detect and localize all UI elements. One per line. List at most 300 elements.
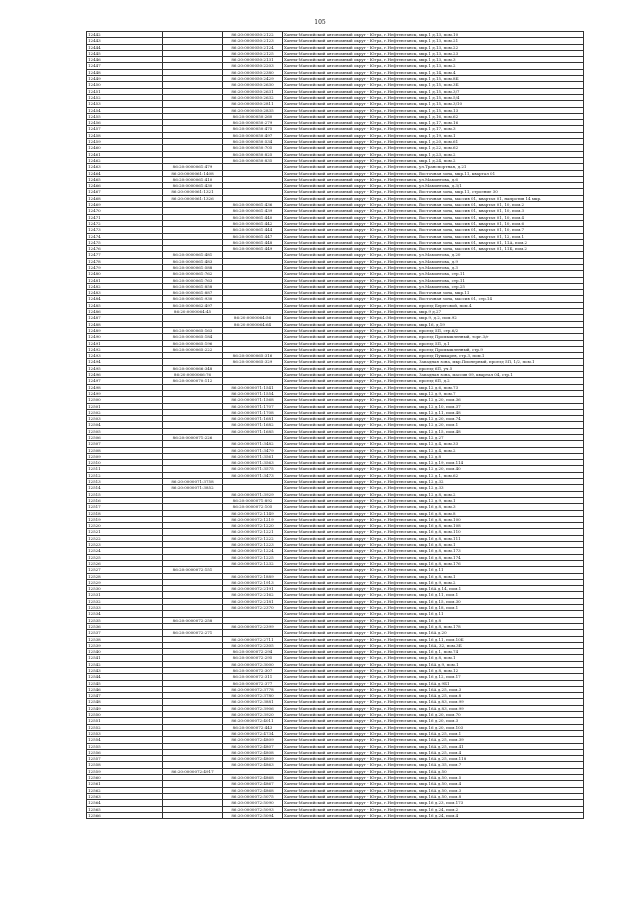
address-cell: Ханты-Мансийский автономный округ - Югра, г.Нефтеюганск, мкр.16А д.83, пом.99	[283, 705, 584, 711]
row-number-cell: 12466	[87, 183, 163, 189]
object-number-cell: 86:20:0000072:4734	[223, 730, 283, 736]
object-number-cell: 86:20:0000071:3563	[223, 460, 283, 466]
row-number-cell: 12562	[87, 787, 163, 793]
object-number-cell: 86:20:0000072:377	[223, 680, 283, 686]
row-number-cell: 12502	[87, 409, 163, 415]
address-cell: Ханты-Мансийский автономный округ - Югра, г.Нефтеюганск, мкр.16 д.8, пом.110	[283, 529, 584, 535]
address-cell: Ханты-Мансийский автономный округ - Югра, г.Нефтеюганск, мкр.1 д.16, пом.62	[283, 113, 584, 119]
object-number-cell: 86:20:0000071:1681	[223, 416, 283, 422]
row-number-cell: 12480	[87, 271, 163, 277]
address-cell: Ханты-Мансийский автономный округ - Югра, г.Нефтеюганск, проезд 6П, уч.5	[283, 365, 584, 371]
parcel-number-cell: 86:20:0000066:76	[163, 372, 223, 378]
object-number-cell: 86:20:0000071:3479	[223, 447, 283, 453]
address-cell: Ханты-Мансийский автономный округ - Югра, г.Нефтеюганск, Восточная зона, массив 01, квартал 01, 10, пом.3	[283, 208, 584, 214]
address-cell: Ханты-Мансийский автономный округ - Югра, г.Нефтеюганск, мкр.16А д.25, пом.118	[283, 756, 584, 762]
address-cell: Ханты-Мансийский автономный округ - Югра, г.Нефтеюганск, мкр.12 д.8, пом.2	[283, 491, 584, 497]
address-cell: Ханты-Мансийский автономный округ - Югра, г.Нефтеюганск, ул.Мамонтова, стр.11	[283, 277, 584, 283]
object-number-cell: 86:20:0000072:4868	[223, 787, 283, 793]
address-cell: Ханты-Мансийский автономный округ - Югра, г.Нефтеюганск, мкр.1 д.17, пом.16	[283, 120, 584, 126]
row-number-cell: 12467	[87, 189, 163, 195]
object-number-cell: 86:20:0000072:2399	[223, 623, 283, 629]
row-number-cell: 12553	[87, 730, 163, 736]
address-cell: Ханты-Мансийский автономный округ - Югра, г.Нефтеюганск, мкр.12 д.11, пом.48	[283, 409, 584, 415]
row-number-cell: 12557	[87, 756, 163, 762]
object-number-cell: 86:20:0000072:1224	[223, 548, 283, 554]
object-number-cell: 86:20:0000072:4808	[223, 749, 283, 755]
row-number-cell: 12509	[87, 453, 163, 459]
parcel-number-cell: 86:20:0000071:3758	[163, 479, 223, 485]
row-number-cell: 12536	[87, 623, 163, 629]
parcel-number-cell: 86:20:0000065:196	[163, 340, 223, 346]
object-number-cell: 86:20:0000072:5093	[223, 806, 283, 812]
row-number-cell: 12468	[87, 195, 163, 201]
address-cell: Ханты-Мансийский автономный округ - Югра, г.Нефтеюганск, Восточная зона, массив 01, квартал 01, 12, пом.1	[283, 233, 584, 239]
row-number-cell: 12543	[87, 667, 163, 673]
row-number-cell: 12445	[87, 50, 163, 56]
address-cell: Ханты-Мансийский автономный округ - Югра, г.Нефтеюганск, мкр.16А д.14, пом.1	[283, 586, 584, 592]
row-number-cell: 12547	[87, 693, 163, 699]
row-number-cell: 12508	[87, 447, 163, 453]
object-number-cell: 86:20:0000061:436	[223, 202, 283, 208]
row-number-cell: 12507	[87, 441, 163, 447]
object-number-cell: 86:20:0000072:5075	[223, 793, 283, 799]
address-cell: Ханты-Мансийский автономный округ - Югра, г.Нефтеюганск, ул.Мамонтова, д.9	[283, 258, 584, 264]
address-cell: Ханты-Мансийский автономный округ - Югра, г.Нефтеюганск, мкр.12 д.20, пом.74	[283, 416, 584, 422]
row-number-cell: 12498	[87, 384, 163, 390]
row-number-cell: 12519	[87, 516, 163, 522]
row-number-cell: 12516	[87, 497, 163, 503]
object-number-cell: 86:20:0000072:1149	[223, 510, 283, 516]
address-cell: Ханты-Мансийский автономный округ - Югра, г.Нефтеюганск, Восточная зона, мкр.11, квартал 01	[283, 170, 584, 176]
object-number-cell: 86:20:0000072:4809	[223, 756, 283, 762]
object-number-cell: 86:20:0000071:1707	[223, 403, 283, 409]
object-number-cell: 86:20:0000071:3473	[223, 472, 283, 478]
address-cell: Ханты-Мансийский автономный округ - Югра, г.Нефтеюганск, мкр.16 д.18, пом.1	[283, 605, 584, 611]
object-number-cell: 86:20:0000072:4011	[223, 718, 283, 724]
row-number-cell: 12462	[87, 157, 163, 163]
object-number-cell: 86:20:0000071:1708	[223, 409, 283, 415]
registry-table-body	[87, 32, 584, 819]
row-number-cell: 12473	[87, 227, 163, 233]
row-number-cell: 12495	[87, 365, 163, 371]
address-cell: Ханты-Мансийский автономный округ - Югра, г.Нефтеюганск, мкр.1 д.24, пом.2	[283, 157, 584, 163]
object-number-cell: 86:20:0000064:64	[223, 321, 283, 327]
object-number-cell: 86:20:0000072:3000	[223, 661, 283, 667]
row-number-cell: 12456	[87, 120, 163, 126]
address-cell: Ханты-Мансийский автономный округ - Югра, г.Нефтеюганск, Восточная зона, мкр.11	[283, 290, 584, 296]
object-number-cell: 86:20:0000071:1554	[223, 390, 283, 396]
address-cell: Ханты-Мансийский автономный округ - Югра, г.Нефтеюганск, Восточная зона, массив 01, квартал 01, 10, пом.6	[283, 220, 584, 226]
address-cell: Ханты-Мансийский автономный округ - Югра, г.Нефтеюганск, мкр.12 д.20, пом.36	[283, 397, 584, 403]
row-number-cell: 12464	[87, 170, 163, 176]
object-number-cell: 86:20:0000061:444	[223, 227, 283, 233]
address-cell: Ханты-Мансийский автономный округ - Югра, г.Нефтеюганск, Восточная зона, массив 01, квартал 01, 10, пом.7	[283, 227, 584, 233]
object-number-cell: 86:20:0000072:2305	[223, 642, 283, 648]
row-number-cell: 12494	[87, 359, 163, 365]
row-number-cell: 12448	[87, 69, 163, 75]
address-cell: Ханты-Мансийский автономный округ - Югра, г.Нефтеюганск, проезд Промышленный, стр.9	[283, 346, 584, 352]
row-number-cell: 12460	[87, 145, 163, 151]
object-number-cell: 86:20:0000050:705	[223, 145, 283, 151]
address-cell: Ханты-Мансийский автономный округ - Югра, г.Нефтеюганск, Восточная зона, массив 01, квартал 01, 10, пом.4	[283, 214, 584, 220]
row-number-cell: 12478	[87, 258, 163, 264]
address-cell: Ханты-Мансийский автономный округ - Югра, г.Нефтеюганск, мкр.16А д.50, пом.4	[283, 781, 584, 787]
parcel-number-cell: 86:20:0000061:762	[163, 271, 223, 277]
row-number-cell: 12563	[87, 793, 163, 799]
row-number-cell: 12472	[87, 220, 163, 226]
address-cell: Ханты-Мансийский автономный округ - Югра, г.Нефтеюганск, мкр.9 д.27	[283, 309, 584, 315]
object-number-cell: 86:20:0000050:2125	[223, 50, 283, 56]
parcel-number-cell: 86:20:0000061:481	[163, 252, 223, 258]
object-number-cell: 86:20:0000072:3920	[223, 712, 283, 718]
address-cell: Ханты-Мансийский автономный округ - Югра, г.Нефтеюганск, мкр.1 д.17, пом.3	[283, 126, 584, 132]
object-number-cell: 86:20:0000072:311	[223, 674, 283, 680]
row-number-cell: 12548	[87, 699, 163, 705]
address-cell: Ханты-Мансийский автономный округ - Югра, г.Нефтеюганск, мкр.16 д.15, пом.30	[283, 598, 584, 604]
object-number-cell: 86:20:0000072:105	[223, 504, 283, 510]
object-number-cell: 86:20:0000061:449	[223, 246, 283, 252]
object-number-cell: 86:20:0000072:3778	[223, 686, 283, 692]
object-number-cell: 86:20:0000072:5090	[223, 800, 283, 806]
object-number-cell: 86:20:0000050:2429	[223, 76, 283, 82]
object-number-cell: 86:20:0000072:307	[223, 667, 283, 673]
object-number-cell: 86:20:0000072:2370	[223, 605, 283, 611]
row-number-cell: 12474	[87, 233, 163, 239]
row-number-cell: 12489	[87, 327, 163, 333]
row-number-cell: 12551	[87, 718, 163, 724]
address-cell: Ханты-Мансийский автономный округ - Югра, г.Нефтеюганск, мкр.16А д.50, пом.8	[283, 793, 584, 799]
object-number-cell: 86:20:0000050:2123	[223, 38, 283, 44]
object-number-cell: 86:20:0000050:2380	[223, 69, 283, 75]
parcel-number-cell: 86:20:0000061:410	[163, 176, 223, 182]
address-cell: Ханты-Мансийский автономный округ - Югра, г.Нефтеюганск, ул.Мамонтова, д.6	[283, 176, 584, 182]
row-number-cell: 12523	[87, 542, 163, 548]
row-number-cell: 12525	[87, 554, 163, 560]
object-number-cell: 86:20:0000050:2632	[223, 94, 283, 100]
row-number-cell: 12514	[87, 485, 163, 491]
address-cell: Ханты-Мансийский автономный округ - Югра, г.Нефтеюганск, проезд 5П, стр.6/2	[283, 327, 584, 333]
address-cell: Ханты-Мансийский автономный округ - Югра, г.Нефтеюганск, мкр.16 д.24, пом.4	[283, 812, 584, 818]
object-number-cell: 86:20:0000050:825	[223, 151, 283, 157]
address-cell: Ханты-Мансийский автономный округ - Югра, г.Нефтеюганск, мкр.16 д.11	[283, 567, 584, 573]
parcel-number-cell: 86:20:0000061:887	[163, 290, 223, 296]
address-cell: Ханты-Мансийский автономный округ - Югра, г.Нефтеюганск, мкр.16 д.8, пом.100	[283, 516, 584, 522]
parcel-number-cell: 86:20:0000066:348	[163, 365, 223, 371]
row-number-cell: 12511	[87, 466, 163, 472]
row-number-cell: 12529	[87, 579, 163, 585]
address-cell: Ханты-Мансийский автономный округ - Югра, г.Нефтеюганск, мкр.16 д.11, пом.1	[283, 592, 584, 598]
row-number-cell: 12522	[87, 535, 163, 541]
object-number-cell: 86:20:0000072:295	[223, 655, 283, 661]
address-cell: Ханты-Мансийский автономный округ - Югра, г.Нефтеюганск, мкр.12 д.1, пом.62	[283, 472, 584, 478]
object-number-cell: 86:20:0000050:2203	[223, 63, 283, 69]
parcel-number-cell: 86:20:0000061:1326	[163, 195, 223, 201]
row-number-cell: 12521	[87, 529, 163, 535]
address-cell: Ханты-Мансийский автономный округ - Югра, г.Нефтеюганск, мкр.16А д.25, пом.8	[283, 693, 584, 699]
address-cell: Ханты-Мансийский автономный округ - Югра, г.Нефтеюганск, мкр.12 д.15, пом.48	[283, 428, 584, 434]
address-cell: Ханты-Мансийский автономный округ - Югра, г.Нефтеюганск, мкр.16А д.25, пом.1	[283, 730, 584, 736]
row-number-cell: 12559	[87, 768, 163, 774]
address-cell: Ханты-Мансийский автономный округ - Югра, г.Нефтеюганск, мкр.16 д.12, пом.17	[283, 674, 584, 680]
parcel-number-cell: 86:20:0000065:184	[163, 334, 223, 340]
address-cell: Ханты-Мансийский автономный округ - Югра, г.Нефтеюганск, мкр.16 д.8, пом.1	[283, 655, 584, 661]
address-cell: Ханты-Мансийский автономный округ - Югра, г.Нефтеюганск, мкр.16А д.9, пом.1	[283, 661, 584, 667]
row-number-cell: 12501	[87, 403, 163, 409]
address-cell: Ханты-Мансийский автономный округ - Югра, г.Нефтеюганск, мкр.1 д.19, пом.1	[283, 132, 584, 138]
object-number-cell: 86:20:0000072:1221	[223, 529, 283, 535]
row-number-cell: 12491	[87, 340, 163, 346]
address-cell: Ханты-Мансийский автономный округ - Югра, г.Нефтеюганск, мкр.16 д.11, пом.10Б	[283, 636, 584, 642]
object-number-cell: 86:20:0000072:3780	[223, 693, 283, 699]
parcel-number-cell: 86:20:0000061:483	[163, 258, 223, 264]
row-number-cell: 12488	[87, 321, 163, 327]
parcel-number-cell: 86:20:0000072:151	[163, 567, 223, 573]
address-cell: Ханты-Мансийский автономный округ - Югра, г.Нефтеюганск, мкр.1 д.15, пом.13	[283, 107, 584, 113]
row-number-cell: 12454	[87, 107, 163, 113]
address-cell: Ханты-Мансийский автономный округ - Югра, г.Нефтеюганск, Восточная зона, массив 01, квартал 01, 10, пом.2	[283, 202, 584, 208]
object-number-cell: 86:20:0000050:2630	[223, 82, 283, 88]
address-cell: Ханты-Мансийский автономный округ - Югра, г.Нефтеюганск, мкр.16 д.8, пом.111	[283, 535, 584, 541]
address-cell: Ханты-Мансийский автономный округ - Югра, г.Нефтеюганск, Восточная зона, мкр.11, строение 30	[283, 189, 584, 195]
address-cell: Ханты-Мансийский автономный округ - Югра, г.Нефтеюганск, ул.Мамонтова, стр.25	[283, 283, 584, 289]
row-number-cell: 12463	[87, 164, 163, 170]
row-number-cell: 12541	[87, 655, 163, 661]
address-cell: Ханты-Мансийский автономный округ - Югра, г.Нефтеюганск, мкр.1 д.13, пом.3	[283, 57, 584, 63]
object-number-cell: 86:20:0000072:1222	[223, 535, 283, 541]
object-number-cell: 86:20:0000072:1232	[223, 560, 283, 566]
object-number-cell: 86:20:0000065:316	[223, 353, 283, 359]
row-number-cell: 12459	[87, 139, 163, 145]
object-number-cell: 86:20:0000050:534	[223, 139, 283, 145]
object-number-cell: 86:20:0000071:3482	[223, 441, 283, 447]
parcel-number-cell: 86:20:0000061:1321	[163, 189, 223, 195]
address-cell: Ханты-Мансийский автономный округ - Югра, г.Нефтеюганск, мкр.16А д.50, пом.3	[283, 787, 584, 793]
object-number-cell: 86:20:0000061:448	[223, 239, 283, 245]
address-cell: Ханты-Мансийский автономный округ - Югра, г.Нефтеюганск, мкр.16 д.8, пом.1	[283, 573, 584, 579]
registry-table	[86, 31, 584, 819]
object-number-cell: 86:20:0000071:3575	[223, 466, 283, 472]
address-cell: Ханты-Мансийский автономный округ - Югра, г.Нефтеюганск, мкр.1 д.15, пом.3Б	[283, 82, 584, 88]
address-cell: Ханты-Мансийский автономный округ - Югра, г.Нефтеюганск, мкр.12 д.20, пом.40	[283, 466, 584, 472]
address-cell: Ханты-Мансийский автономный округ - Югра, г.Нефтеюганск, мкр.1 д.14, пом.4	[283, 69, 584, 75]
address-cell: Ханты-Мансийский автономный округ - Югра, г.Нефтеюганск, мкр.16 д.8, пом.108	[283, 523, 584, 529]
address-cell: Ханты-Мансийский автономный округ - Югра, г.Нефтеюганск, мкр.16А д.35, пом.7	[283, 762, 584, 768]
object-number-cell: 86:20:0000072:4868	[223, 775, 283, 781]
address-cell: Ханты-Мансийский автономный округ - Югра, г.Нефтеюганск, мкр.16А д.25, пом.3	[283, 686, 584, 692]
object-number-cell: 86:20:0000072:2191	[223, 586, 283, 592]
object-number-cell: 86:20:0000072:2711	[223, 636, 283, 642]
address-cell: Ханты-Мансийский автономный округ - Югра, г.Нефтеюганск, Восточная зона, массив 01, стр.14	[283, 296, 584, 302]
object-number-cell: 86:20:0000072:3906	[223, 705, 283, 711]
row-number-cell: 12442	[87, 32, 163, 38]
address-cell: Ханты-Мансийский автономный округ - Югра, г.Нефтеюганск, мкр.12 д.6, пом.73	[283, 384, 584, 390]
row-number-cell: 12482	[87, 283, 163, 289]
parcel-number-cell: 86:20:0000061:1408	[163, 170, 223, 176]
parcel-number-cell: 86:20:0000061:479	[163, 164, 223, 170]
address-cell: Ханты-Мансийский автономный округ - Югра, г.Нефтеюганск, мкр.16 д.8, пом.1	[283, 542, 584, 548]
address-cell: Ханты-Мансийский автономный округ - Югра, г.Нефтеюганск, мкр.16А д.25, пом.41	[283, 743, 584, 749]
row-number-cell: 12513	[87, 479, 163, 485]
row-number-cell: 12493	[87, 353, 163, 359]
address-cell: Ханты-Мансийский автономный округ - Югра, г.Нефтеюганск, проезд Пушкарев, стр.3, пом.1	[283, 353, 584, 359]
row-number-cell: 12479	[87, 264, 163, 270]
row-number-cell: 12555	[87, 743, 163, 749]
row-number-cell: 12550	[87, 712, 163, 718]
row-number-cell: 12469	[87, 202, 163, 208]
object-number-cell: 86:20:0000071:1685	[223, 428, 283, 434]
address-cell: Ханты-Мансийский автономный округ - Югра, г.Нефтеюганск, мкр.1 д.13, пом.23	[283, 50, 584, 56]
object-number-cell: 86:20:0000072:4807	[223, 743, 283, 749]
address-cell: Ханты-Мансийский автономный округ - Югра, г.Нефтеюганск, мкр.9, д.2, пом.92	[283, 315, 584, 321]
parcel-number-cell: 86:20:0000072:258	[163, 617, 223, 623]
object-number-cell: 86:20:0000050:279	[223, 120, 283, 126]
object-number-cell: 86:20:0000071:3929	[223, 491, 283, 497]
object-number-cell: 86:20:0000072:1220	[223, 523, 283, 529]
address-cell: Ханты-Мансийский автономный округ - Югра, г.Нефтеюганск, мкр.12 д.4, пом.2	[283, 447, 584, 453]
address-cell: Ханты-Мансийский автономный округ - Югра, г.Нефтеюганск, ул.Мамонтова, д.20	[283, 252, 584, 258]
address-cell: Ханты-Мансийский автономный округ - Югра, г.Нефтеюганск, мкр.16 д.20, пом.3	[283, 718, 584, 724]
row-number-cell: 12457	[87, 126, 163, 132]
row-number-cell: 12558	[87, 762, 163, 768]
address-cell: Ханты-Мансийский автономный округ - Югра, г.Нефтеюганск, ул.Транспортная, д.21	[283, 164, 584, 170]
address-cell: Ханты-Мансийский автономный округ - Югра, г.Нефтеюганск, мкр.12 д.20, пом.1	[283, 422, 584, 428]
object-number-cell: 86:20:0000050:2124	[223, 44, 283, 50]
address-cell: Ханты-Мансийский автономный округ - Югра, г.Нефтеюганск, Западная зона, мкр.Пионерный, проезд 5П, 1/2, пом.1	[283, 359, 584, 365]
address-cell: Ханты-Мансийский автономный округ - Югра, г.Нефтеюганск, мкр.1 д.15, пом.3/7	[283, 88, 584, 94]
row-number-cell: 12443	[87, 38, 163, 44]
object-number-cell: 86:20:0000065:329	[223, 359, 283, 365]
row-number-cell: 12515	[87, 491, 163, 497]
address-cell: Ханты-Мансийский автономный округ - Югра, г.Нефтеюганск, мкр.1 д.13, пом.10	[283, 32, 584, 38]
object-number-cell: 86:20:0000072:1223	[223, 542, 283, 548]
address-cell: Ханты-Мансийский автономный округ - Югра, г.Нефтеюганск, мкр.16 д.11	[283, 611, 584, 617]
address-cell: Ханты-Мансийский автономный округ - Югра, г.Нефтеюганск, мкр.1 д.13, пом.2	[283, 63, 584, 69]
address-cell: Ханты-Мансийский автономный округ - Югра, г.Нефтеюганск, Восточная зона, массив 01, квартал 01, напротив 14 мкр.	[283, 195, 584, 201]
address-cell: Ханты-Мансийский автономный округ - Югра, г.Нефтеюганск, ул.Мамонтова, д.3/1	[283, 183, 584, 189]
row-number-cell: 12455	[87, 113, 163, 119]
object-number-cell: 86:20:0000072:2162	[223, 592, 283, 598]
parcel-number-cell: 86:20:0000061:858	[163, 283, 223, 289]
address-cell: Ханты-Мансийский автономный округ - Югра, г.Нефтеюганск, мкр.1 д.22, пом.62	[283, 145, 584, 151]
row-number-cell: 12528	[87, 573, 163, 579]
row-number-cell: 12505	[87, 428, 163, 434]
address-cell: Ханты-Мансийский автономный округ - Югра, г.Нефтеюганск, мкр.1 д.15, пом.3/10	[283, 101, 584, 107]
row-number-cell: 12453	[87, 101, 163, 107]
row-number-cell: 12546	[87, 686, 163, 692]
object-number-cell: 86:20:0000061:439	[223, 208, 283, 214]
row-number-cell: 12450	[87, 82, 163, 88]
object-number-cell: 86:20:0000072:1219	[223, 516, 283, 522]
object-number-cell: 86:20:0000072:3881	[223, 699, 283, 705]
row-number-cell: 12504	[87, 422, 163, 428]
row-number-cell: 12544	[87, 674, 163, 680]
row-number-cell: 12537	[87, 630, 163, 636]
address-cell: Ханты-Мансийский автономный округ - Югра, г.Нефтеюганск, мкр.12 д.8	[283, 453, 584, 459]
row-number-cell: 12530	[87, 586, 163, 592]
row-number-cell: 12533	[87, 605, 163, 611]
address-cell: Ханты-Мансийский автономный округ - Югра, г.Нефтеюганск, мкр.16 д.23, пом.173	[283, 800, 584, 806]
row-number-cell: 12545	[87, 680, 163, 686]
object-number-cell: 86:20:0000072:2181	[223, 598, 283, 604]
address-cell: Ханты-Мансийский автономный округ - Югра, г.Нефтеюганск, мкр.16А д.83, пом.99	[283, 699, 584, 705]
object-number-cell: 86:20:0000050:2131	[223, 57, 283, 63]
address-cell: Ханты-Мансийский автономный округ - Югра, г.Нефтеюганск, мкр.16 д.8, пом.174	[283, 554, 584, 560]
parcel-number-cell: 86:20:0000070:112	[163, 378, 223, 384]
row-number-cell: 12486	[87, 309, 163, 315]
parcel-number-cell: 86:20:0000065:222	[163, 346, 223, 352]
address-cell: Ханты-Мансийский автономный округ - Югра, г.Нефтеюганск, мкр.16А д.50, пом.5	[283, 775, 584, 781]
row-number-cell: 12556	[87, 749, 163, 755]
row-number-cell: 12560	[87, 775, 163, 781]
address-cell: Ханты-Мансийский автономный округ - Югра, г.Нефтеюганск, мкр.16 д.9, пом.2	[283, 579, 584, 585]
row-number-cell: 12465	[87, 176, 163, 182]
row-number-cell: 12490	[87, 334, 163, 340]
row-number-cell: 12476	[87, 246, 163, 252]
object-number-cell: 86:20:0000061:442	[223, 220, 283, 226]
address-cell: Ханты-Мансийский автономный округ - Югра, г.Нефтеюганск, мкр.1 д.15, пом.5/4	[283, 94, 584, 100]
parcel-number-cell: 86:20:0000061:763	[163, 277, 223, 283]
address-cell: Ханты-Мансийский автономный округ - Югра, г.Нефтеюганск, мкр.16А д.50	[283, 768, 584, 774]
parcel-number-cell: 86:20:0000062:497	[163, 302, 223, 308]
row-number-cell: 12510	[87, 460, 163, 466]
row-number-cell: 12492	[87, 346, 163, 352]
row-number-cell: 12517	[87, 504, 163, 510]
object-number-cell: 86:20:0000072:294	[223, 649, 283, 655]
row-number-cell: 12477	[87, 252, 163, 258]
row-number-cell: 12524	[87, 548, 163, 554]
address-cell: Ханты-Мансийский автономный округ - Югра, г.Нефтеюганск, мкр.1 д.13, пом.21	[283, 38, 584, 44]
address-cell: Ханты-Мансийский автономный округ - Югра, г.Нефтеюганск, мкр.16, д.19	[283, 321, 584, 327]
row-number-cell: 12447	[87, 63, 163, 69]
address-cell: Ханты-Мансийский автономный округ - Югра, г.Нефтеюганск, мкр.16 д.8, пом.176	[283, 560, 584, 566]
object-number-cell: 86:20:0000050:2811	[223, 101, 283, 107]
row-number-cell: 12506	[87, 435, 163, 441]
row-number-cell: 12520	[87, 523, 163, 529]
address-cell: Ханты-Мансийский автономный округ - Югра, г.Нефтеюганск, проезд 5П, д.1	[283, 340, 584, 346]
object-number-cell: 86:20:0000071:1568	[223, 397, 283, 403]
row-number-cell: 12485	[87, 302, 163, 308]
address-cell: Ханты-Мансийский автономный округ - Югра, г.Нефтеюганск, мкр.12 д.4, пом.33	[283, 441, 584, 447]
address-cell: Ханты-Мансийский автономный округ - Югра, г.Нефтеюганск, Восточная зона, массив 01, квартал 01, 11А, пом.2	[283, 239, 584, 245]
page-number: 105	[314, 19, 326, 26]
parcel-number-cell: 86:20:0000061:430	[163, 183, 223, 189]
row-number-cell: 12538	[87, 636, 163, 642]
address-cell: Ханты-Мансийский автономный округ - Югра, г.Нефтеюганск, мкр.1 д.23, пом.2	[283, 151, 584, 157]
row-number-cell: 12446	[87, 57, 163, 63]
object-number-cell: 86:20:0000071:892	[223, 497, 283, 503]
address-cell: Ханты-Мансийский автономный округ - Югра, г.Нефтеюганск, ул.Мамонтова, стр.11	[283, 271, 584, 277]
row-number-cell: 12531	[87, 592, 163, 598]
row-number-cell: 12527	[87, 567, 163, 573]
parcel-number-cell: 86:20:0000061:930	[163, 296, 223, 302]
object-number-cell: 86:20:0000072:5094	[223, 812, 283, 818]
parcel-number-cell: 86:20:0000061:588	[163, 264, 223, 270]
address-cell: Ханты-Мансийский автономный округ - Югра, г.Нефтеюганск, мкр.16 д.20, пом.103	[283, 724, 584, 730]
row-number-cell: 12452	[87, 94, 163, 100]
address-cell: Ханты-Мансийский автономный округ - Югра, г.Нефтеюганск, мкр.16А, 32, пом.3Б	[283, 642, 584, 648]
row-number-cell: 12561	[87, 781, 163, 787]
row-number-cell: 12484	[87, 296, 163, 302]
table-row	[87, 812, 584, 818]
row-number-cell: 12487	[87, 315, 163, 321]
address-cell: Ханты-Мансийский автономный округ - Югра, г.Нефтеюганск, проезд 6П, д.2	[283, 378, 584, 384]
address-cell: Ханты-Мансийский автономный округ - Югра, г.Нефтеюганск, мкр.16А д.25, пом.4	[283, 749, 584, 755]
address-cell: Ханты-Мансийский автономный округ - Югра, г.Нефтеюганск, мкр.1 д.15, пом.8Б	[283, 76, 584, 82]
object-number-cell: 86:20:0000050:497	[223, 132, 283, 138]
address-cell: Ханты-Мансийский автономный округ - Югра, г.Нефтеюганск, мкр.16А д.20	[283, 630, 584, 636]
row-number-cell: 12497	[87, 378, 163, 384]
address-cell: Ханты-Мансийский автономный округ - Югра, г.Нефтеюганск, мкр.12 д.9, пом.7	[283, 390, 584, 396]
